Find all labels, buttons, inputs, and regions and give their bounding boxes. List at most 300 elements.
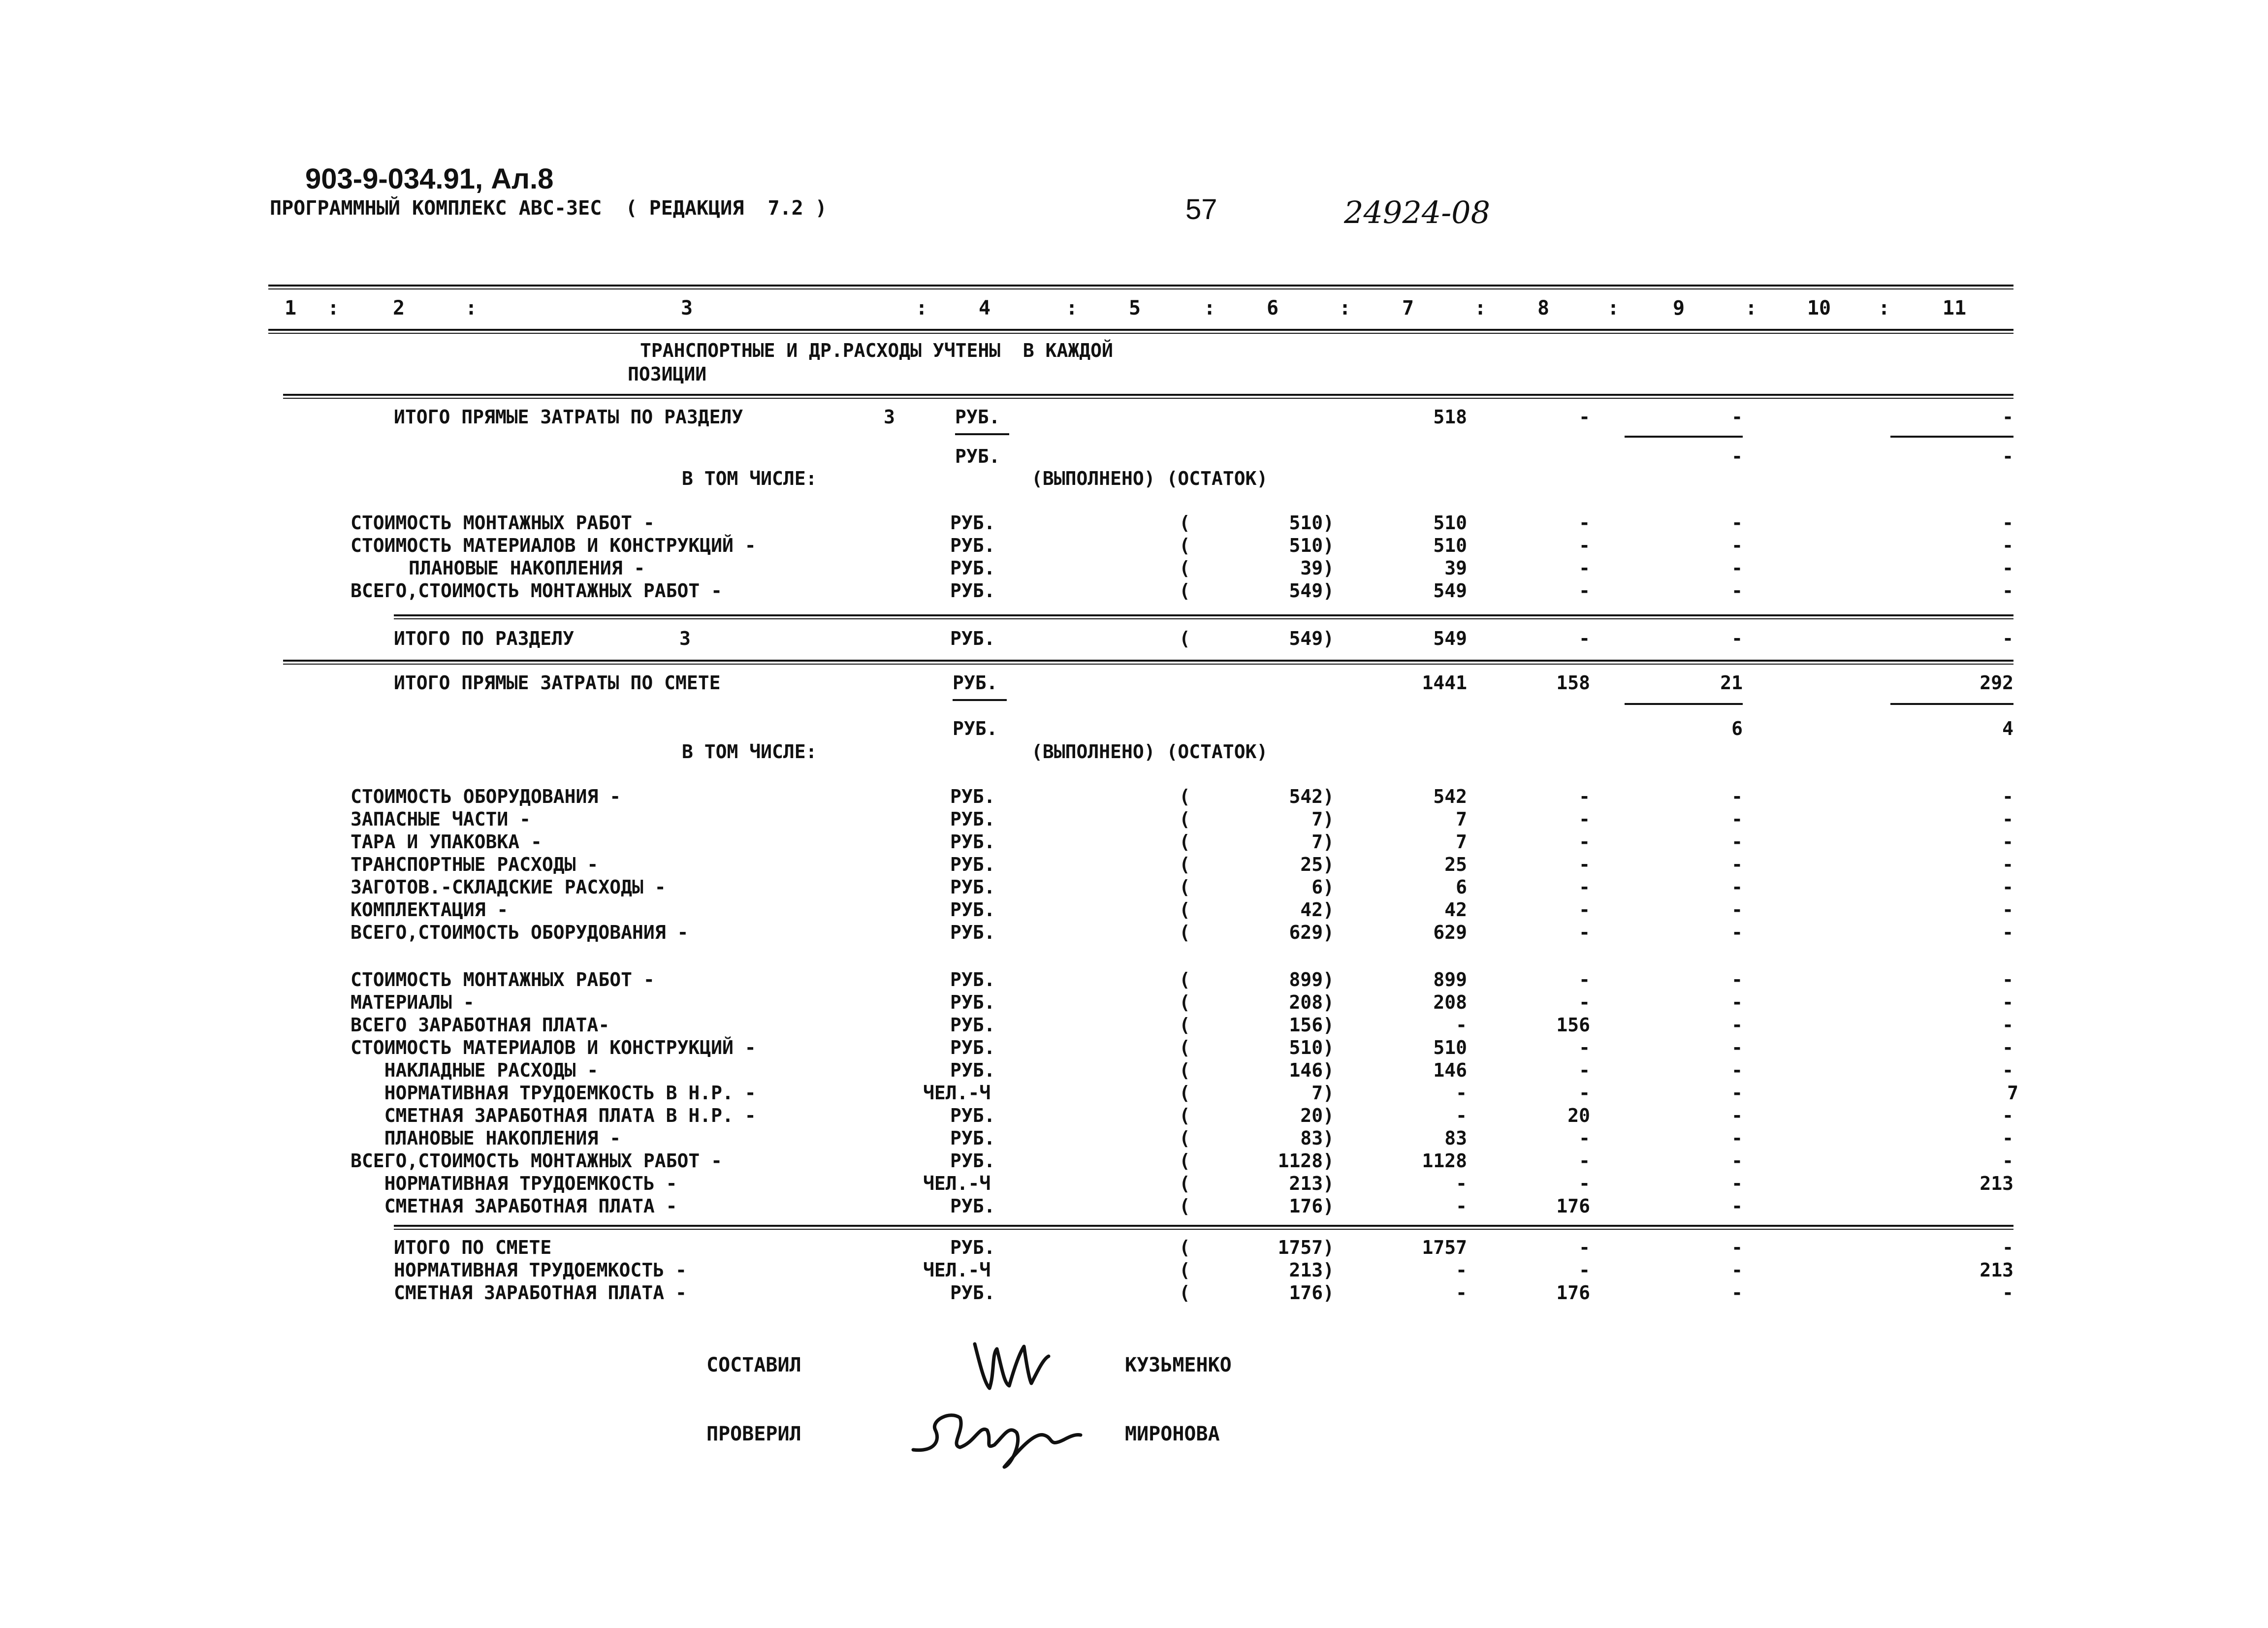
row-col8: -: [1579, 406, 1590, 428]
row-col11: -: [2002, 876, 2013, 898]
row-label: ИТОГО ПО СМЕТЕ: [394, 1237, 552, 1258]
row-unit: ЧЕЛ.-Ч: [923, 1082, 991, 1104]
row-col7: 25: [1444, 854, 1467, 875]
row-paren: (: [1179, 1059, 1190, 1081]
estimate-sub-col9: 6: [1731, 718, 1743, 739]
estimate-sub-col11: 4: [2002, 718, 2013, 739]
row-col8: -: [1579, 628, 1590, 649]
row-col6: 208): [1289, 991, 1334, 1013]
row-unit: РУБ.: [950, 628, 995, 649]
row-label: СМЕТНАЯ ЗАРАБОТНАЯ ПЛАТА -: [394, 1282, 687, 1304]
section3-row: [0, 580, 2268, 603]
row-col7: 549: [1433, 628, 1467, 649]
row-paren: (: [1179, 1282, 1190, 1304]
row-col11: -: [2002, 1105, 2013, 1126]
col-header-6: 6: [1266, 297, 1279, 319]
row-label: СТОИМОСТЬ МОНТАЖНЫХ РАБОТ -: [351, 969, 655, 990]
row-label: ЗАПАСНЫЕ ЧАСТИ -: [351, 808, 531, 830]
section3-row: [0, 535, 2268, 557]
col-separator: :: [1878, 297, 1890, 319]
row-col9: -: [1731, 991, 1743, 1013]
works-row: [0, 1082, 2268, 1105]
row-col9: -: [1731, 1127, 1743, 1149]
row-unit: РУБ.: [950, 876, 995, 898]
estimate-done-remain: (ВЫПОЛНЕНО) (ОСТАТОК): [1031, 741, 1268, 763]
estimate-direct-costs-row: [0, 672, 2268, 695]
compiled-label: СОСТАВИЛ: [706, 1354, 801, 1376]
row-col6: 83): [1300, 1127, 1334, 1149]
row-label: НАКЛАДНЫЕ РАСХОДЫ -: [351, 1059, 599, 1081]
row-col7: 1757: [1422, 1237, 1467, 1258]
row-col8: -: [1579, 991, 1590, 1013]
works-row: [0, 1195, 2268, 1218]
row-col9: -: [1731, 1037, 1743, 1058]
row-unit: РУБ.: [950, 535, 995, 556]
estimate-including-label: В ТОМ ЧИСЛЕ:: [682, 741, 817, 763]
estimate-top-rule-thin: [283, 664, 2013, 665]
row-unit: РУБ.: [950, 969, 995, 990]
row-col8: -: [1579, 876, 1590, 898]
top-rule-thin: [268, 288, 2013, 289]
row-label: ПЛАНОВЫЕ НАКОПЛЕНИЯ -: [409, 557, 645, 579]
estimate-total-row: [0, 1282, 2268, 1305]
row-col11: -: [2002, 922, 2013, 943]
row-col11: -: [2002, 512, 2013, 534]
row-col7: -: [1456, 1105, 1467, 1126]
checker-signature: [906, 1396, 1083, 1469]
section3-top-rule-thin: [283, 398, 2013, 399]
col-header-5: 5: [1128, 297, 1141, 319]
row-col11: 213: [1980, 1173, 2013, 1194]
row-unit: РУБ.: [950, 922, 995, 943]
row-col8: -: [1579, 1082, 1590, 1104]
section3-sub-unit: РУБ.: [955, 446, 1000, 467]
section-note-line1: ТРАНСПОРТНЫЕ И ДР.РАСХОДЫ УЧТЕНЫ В КАЖДОЙ: [640, 340, 1113, 361]
row-col7: 83: [1444, 1127, 1467, 1149]
row-section-number: 3: [884, 406, 895, 428]
row-col6: 6): [1311, 876, 1334, 898]
row-col7: 39: [1444, 557, 1467, 579]
row-label: ИТОГО ПРЯМЫЕ ЗАТРАТЫ ПО РАЗДЕЛУ: [394, 406, 743, 428]
row-col8: 176: [1556, 1282, 1590, 1304]
row-col8: -: [1579, 1150, 1590, 1172]
row-paren: (: [1179, 1014, 1190, 1036]
row-col6: 899): [1289, 969, 1334, 990]
row-paren: (: [1179, 808, 1190, 830]
row-col8: 176: [1556, 1195, 1590, 1217]
row-col9: -: [1731, 876, 1743, 898]
row-unit: РУБ.: [950, 1037, 995, 1058]
works-row: [0, 969, 2268, 991]
estimate-total-row: [0, 1259, 2268, 1282]
row-col6: 542): [1289, 786, 1334, 807]
row-col7: -: [1456, 1014, 1467, 1036]
row-paren: (: [1179, 1195, 1190, 1217]
row-paren: (: [1179, 1173, 1190, 1194]
col-separator: :: [1066, 297, 1078, 319]
row-label: ЗАГОТОВ.-СКЛАДСКИЕ РАСХОДЫ -: [351, 876, 666, 898]
top-rule: [268, 285, 2013, 287]
row-col6: 146): [1289, 1059, 1334, 1081]
col-separator: :: [1339, 297, 1351, 319]
col-separator: :: [327, 297, 340, 319]
row-col9: -: [1731, 899, 1743, 921]
row-unit: РУБ.: [950, 557, 995, 579]
row-section-number: 3: [679, 628, 691, 649]
works-row: [0, 1059, 2268, 1082]
subtotal-rule: [1890, 436, 2013, 438]
row-col7: 899: [1433, 969, 1467, 990]
row-col11: 7: [2007, 1082, 2018, 1104]
row-col6: 39): [1300, 557, 1334, 579]
col-separator: :: [916, 297, 928, 319]
row-col11: -: [2002, 1014, 2013, 1036]
row-label: КОМПЛЕКТАЦИЯ -: [351, 899, 509, 921]
estimate-top-rule: [283, 660, 2013, 662]
row-col9: -: [1731, 535, 1743, 556]
row-col7: 1441: [1422, 672, 1467, 694]
section3-total-rule: [394, 614, 2013, 616]
row-col8: -: [1579, 831, 1590, 853]
section3-done-remain: (ВЫПОЛНЕНО) (ОСТАТОК): [1031, 468, 1268, 489]
row-col6: 549): [1289, 628, 1334, 649]
row-col7: -: [1456, 1259, 1467, 1281]
row-col9: -: [1731, 1173, 1743, 1194]
row-paren: (: [1179, 831, 1190, 853]
row-unit: РУБ.: [955, 406, 1000, 428]
row-col6: 42): [1300, 899, 1334, 921]
col-header-8: 8: [1537, 297, 1550, 319]
col-header-3: 3: [680, 297, 693, 319]
row-col6: 7): [1311, 1082, 1334, 1104]
program-complex-line: ПРОГРАММНЫЙ КОМПЛЕКС АВС-ЗЕС ( РЕДАКЦИЯ 7.2 ): [270, 197, 827, 220]
row-col6: 20): [1300, 1105, 1334, 1126]
row-col8: -: [1579, 1059, 1590, 1081]
equipment-row: [0, 854, 2268, 876]
row-col11: -: [2002, 1037, 2013, 1058]
row-col7: 6: [1456, 876, 1467, 898]
row-paren: (: [1179, 786, 1190, 807]
page-number: 57: [1185, 193, 1217, 225]
compiled-name: КУЗЬМЕНКО: [1125, 1354, 1232, 1376]
checked-name: МИРОНОВА: [1125, 1423, 1220, 1445]
row-unit: РУБ.: [950, 854, 995, 875]
works-row: [0, 1105, 2268, 1127]
row-col9: -: [1731, 1282, 1743, 1304]
row-col8: -: [1579, 899, 1590, 921]
row-unit: РУБ.: [950, 1127, 995, 1149]
row-label: ВСЕГО,СТОИМОСТЬ МОНТАЖНЫХ РАБОТ -: [351, 580, 722, 602]
row-col7: 7: [1456, 831, 1467, 853]
row-col9: -: [1731, 831, 1743, 853]
equipment-row: [0, 831, 2268, 854]
row-unit: ЧЕЛ.-Ч: [923, 1259, 991, 1281]
equipment-row: [0, 808, 2268, 831]
row-label: НОРМАТИВНАЯ ТРУДОЕМКОСТЬ В Н.Р. -: [351, 1082, 756, 1104]
row-col11: -: [2002, 1150, 2013, 1172]
row-col8: 20: [1567, 1105, 1590, 1126]
document-code: 903-9-034.91, Ал.8: [305, 163, 554, 195]
row-col8: -: [1579, 1237, 1590, 1258]
row-unit: РУБ.: [950, 512, 995, 534]
row-col9: -: [1731, 1082, 1743, 1104]
row-col6: 213): [1289, 1173, 1334, 1194]
row-col11: -: [2002, 831, 2013, 853]
row-paren: (: [1179, 580, 1190, 602]
col-header-2: 2: [392, 297, 405, 319]
row-label: СТОИМОСТЬ МАТЕРИАЛОВ И КОНСТРУКЦИЙ -: [351, 535, 756, 556]
row-unit: РУБ.: [950, 1195, 995, 1217]
row-col7: -: [1456, 1282, 1467, 1304]
equipment-row: [0, 922, 2268, 944]
row-col9: -: [1731, 1059, 1743, 1081]
row-unit: ЧЕЛ.-Ч: [923, 1173, 991, 1194]
subtotal-rule: [955, 433, 1009, 435]
works-row: [0, 1037, 2268, 1059]
equipment-row: [0, 876, 2268, 899]
row-col9: -: [1731, 1195, 1743, 1217]
col-header-4: 4: [978, 297, 991, 319]
row-col6: 510): [1289, 512, 1334, 534]
row-paren: (: [1179, 1259, 1190, 1281]
row-col6: 510): [1289, 535, 1334, 556]
row-col7: 629: [1433, 922, 1467, 943]
row-col6: 7): [1311, 808, 1334, 830]
row-col11: -: [2002, 628, 2013, 649]
row-col7: 1128: [1422, 1150, 1467, 1172]
header-bottom-rule-thin: [268, 333, 2013, 334]
row-col6: 213): [1289, 1259, 1334, 1281]
row-col11: -: [2002, 991, 2013, 1013]
row-paren: (: [1179, 1105, 1190, 1126]
col-header-7: 7: [1402, 297, 1414, 319]
row-label: СТОИМОСТЬ ОБОРУДОВАНИЯ -: [351, 786, 621, 807]
section3-direct-costs-row: [0, 406, 2268, 429]
row-col9: -: [1731, 406, 1743, 428]
row-col9: 21: [1720, 672, 1743, 694]
row-col6: 25): [1300, 854, 1334, 875]
row-col6: 7): [1311, 831, 1334, 853]
row-paren: (: [1179, 969, 1190, 990]
row-col7: 518: [1433, 406, 1467, 428]
section3-sub-col11: -: [2002, 446, 2013, 467]
row-col6: 176): [1289, 1195, 1334, 1217]
row-unit: РУБ.: [950, 991, 995, 1013]
col-header-9: 9: [1672, 297, 1685, 319]
row-paren: (: [1179, 512, 1190, 534]
row-col8: -: [1579, 1037, 1590, 1058]
row-paren: (: [1179, 535, 1190, 556]
row-unit: РУБ.: [950, 1237, 995, 1258]
row-col9: -: [1731, 1014, 1743, 1036]
col-separator: :: [1745, 297, 1757, 319]
section-note-line2: ПОЗИЦИИ: [628, 363, 707, 385]
header-bottom-rule: [268, 329, 2013, 331]
row-col8: 158: [1556, 672, 1590, 694]
row-paren: (: [1179, 1150, 1190, 1172]
col-header-10: 10: [1807, 297, 1831, 319]
row-col7: 542: [1433, 786, 1467, 807]
row-paren: (: [1179, 1127, 1190, 1149]
subtotal-rule: [953, 699, 1007, 701]
row-unit: РУБ.: [950, 1282, 995, 1304]
row-col11: -: [2002, 969, 2013, 990]
row-label: СМЕТНАЯ ЗАРАБОТНАЯ ПЛАТА В Н.Р. -: [351, 1105, 756, 1126]
works-row: [0, 1173, 2268, 1195]
row-label: ТРАНСПОРТНЫЕ РАСХОДЫ -: [351, 854, 599, 875]
row-unit: РУБ.: [953, 672, 998, 694]
row-label: СТОИМОСТЬ МАТЕРИАЛОВ И КОНСТРУКЦИЙ -: [351, 1037, 756, 1058]
row-col6: 510): [1289, 1037, 1334, 1058]
row-unit: РУБ.: [950, 1059, 995, 1081]
equipment-row: [0, 899, 2268, 922]
works-row: [0, 991, 2268, 1014]
row-col8: -: [1579, 922, 1590, 943]
row-col9: -: [1731, 969, 1743, 990]
estimate-total-row: [0, 1237, 2268, 1259]
row-col11: -: [2002, 1237, 2013, 1258]
row-col11: 292: [1980, 672, 2013, 694]
row-col8: -: [1579, 580, 1590, 602]
row-col6: 1128): [1278, 1150, 1334, 1172]
col-separator: :: [1204, 297, 1216, 319]
row-col8: -: [1579, 1173, 1590, 1194]
works-row: [0, 1150, 2268, 1173]
row-paren: (: [1179, 1037, 1190, 1058]
row-label: МАТЕРИАЛЫ -: [351, 991, 475, 1013]
row-col9: -: [1731, 1150, 1743, 1172]
col-separator: :: [1607, 297, 1620, 319]
row-col11: -: [2002, 808, 2013, 830]
row-col6: 1757): [1278, 1237, 1334, 1258]
row-col11: -: [2002, 557, 2013, 579]
row-label: ИТОГО ПО РАЗДЕЛУ: [394, 628, 575, 649]
section3-row: [0, 512, 2268, 535]
row-col6: 549): [1289, 580, 1334, 602]
row-col6: 176): [1289, 1282, 1334, 1304]
row-col11: -: [2002, 406, 2013, 428]
row-paren: (: [1179, 854, 1190, 875]
row-col7: 549: [1433, 580, 1467, 602]
section3-total-row: [0, 628, 2268, 650]
row-col7: 208: [1433, 991, 1467, 1013]
row-unit: РУБ.: [950, 808, 995, 830]
row-col8: -: [1579, 535, 1590, 556]
row-unit: РУБ.: [950, 831, 995, 853]
row-col8: -: [1579, 557, 1590, 579]
row-col9: -: [1731, 786, 1743, 807]
row-col6: 156): [1289, 1014, 1334, 1036]
row-col7: -: [1456, 1173, 1467, 1194]
row-col9: -: [1731, 1237, 1743, 1258]
row-col7: 510: [1433, 535, 1467, 556]
section3-total-rule-thin: [394, 618, 2013, 619]
row-unit: РУБ.: [950, 786, 995, 807]
row-col8: -: [1579, 854, 1590, 875]
subtotal-rule: [1625, 703, 1743, 705]
row-label: ВСЕГО,СТОИМОСТЬ МОНТАЖНЫХ РАБОТ -: [351, 1150, 722, 1172]
col-header-1: 1: [284, 297, 297, 319]
estimate-total-rule-thin: [394, 1229, 2013, 1230]
col-header-11: 11: [1942, 297, 1967, 319]
row-col8: -: [1579, 969, 1590, 990]
row-col9: -: [1731, 628, 1743, 649]
subtotal-rule: [1890, 703, 2013, 705]
section3-sub-col9: -: [1731, 446, 1743, 467]
row-col8: -: [1579, 1259, 1590, 1281]
row-col11: -: [2002, 580, 2013, 602]
equipment-row: [0, 786, 2268, 808]
works-row: [0, 1014, 2268, 1037]
row-label: СМЕТНАЯ ЗАРАБОТНАЯ ПЛАТА -: [351, 1195, 677, 1217]
row-label: ТАРА И УПАКОВКА -: [351, 831, 542, 853]
row-col11: -: [2002, 854, 2013, 875]
row-paren: (: [1179, 1082, 1190, 1104]
row-paren: (: [1179, 557, 1190, 579]
row-col8: 156: [1556, 1014, 1590, 1036]
section3-top-rule: [283, 394, 2013, 396]
subtotal-rule: [1625, 436, 1743, 438]
col-separator: :: [1474, 297, 1487, 319]
row-col9: -: [1731, 808, 1743, 830]
row-label: ВСЕГО ЗАРАБОТНАЯ ПЛАТА-: [351, 1014, 610, 1036]
row-col8: -: [1579, 512, 1590, 534]
row-col11: -: [2002, 1059, 2013, 1081]
row-col11: -: [2002, 1282, 2013, 1304]
row-label: ПЛАНОВЫЕ НАКОПЛЕНИЯ -: [351, 1127, 621, 1149]
row-paren: (: [1179, 1237, 1190, 1258]
estimate-sub-unit: РУБ.: [953, 718, 998, 739]
row-col9: -: [1731, 512, 1743, 534]
row-col7: 510: [1433, 1037, 1467, 1058]
row-col11: -: [2002, 786, 2013, 807]
row-col11: -: [2002, 1127, 2013, 1149]
row-label: СТОИМОСТЬ МОНТАЖНЫХ РАБОТ -: [351, 512, 655, 534]
row-unit: РУБ.: [950, 899, 995, 921]
works-row: [0, 1127, 2268, 1150]
row-col6: 629): [1289, 922, 1334, 943]
row-paren: (: [1179, 922, 1190, 943]
estimate-total-rule: [394, 1225, 2013, 1227]
row-col8: -: [1579, 1127, 1590, 1149]
row-label: ИТОГО ПРЯМЫЕ ЗАТРАТЫ ПО СМЕТЕ: [394, 672, 721, 694]
row-unit: РУБ.: [950, 1014, 995, 1036]
row-col11: -: [2002, 535, 2013, 556]
row-col9: -: [1731, 557, 1743, 579]
row-label: ВСЕГО,СТОИМОСТЬ ОБОРУДОВАНИЯ -: [351, 922, 689, 943]
row-unit: РУБ.: [950, 580, 995, 602]
row-col9: -: [1731, 580, 1743, 602]
row-col7: -: [1456, 1195, 1467, 1217]
section3-including-label: В ТОМ ЧИСЛЕ:: [682, 468, 817, 489]
row-col7: 146: [1433, 1059, 1467, 1081]
row-col7: 42: [1444, 899, 1467, 921]
row-col7: 7: [1456, 808, 1467, 830]
row-col9: -: [1731, 922, 1743, 943]
row-label: НОРМАТИВНАЯ ТРУДОЕМКОСТЬ -: [351, 1173, 677, 1194]
row-paren: (: [1179, 899, 1190, 921]
row-unit: РУБ.: [950, 1105, 995, 1126]
row-paren: (: [1179, 991, 1190, 1013]
row-col9: -: [1731, 1259, 1743, 1281]
row-col11: -: [2002, 899, 2013, 921]
row-col7: -: [1456, 1082, 1467, 1104]
row-col7: 510: [1433, 512, 1467, 534]
col-separator: :: [465, 297, 478, 319]
checked-label: ПРОВЕРИЛ: [706, 1423, 801, 1445]
row-col9: -: [1731, 1105, 1743, 1126]
row-label: НОРМАТИВНАЯ ТРУДОЕМКОСТЬ -: [394, 1259, 687, 1281]
